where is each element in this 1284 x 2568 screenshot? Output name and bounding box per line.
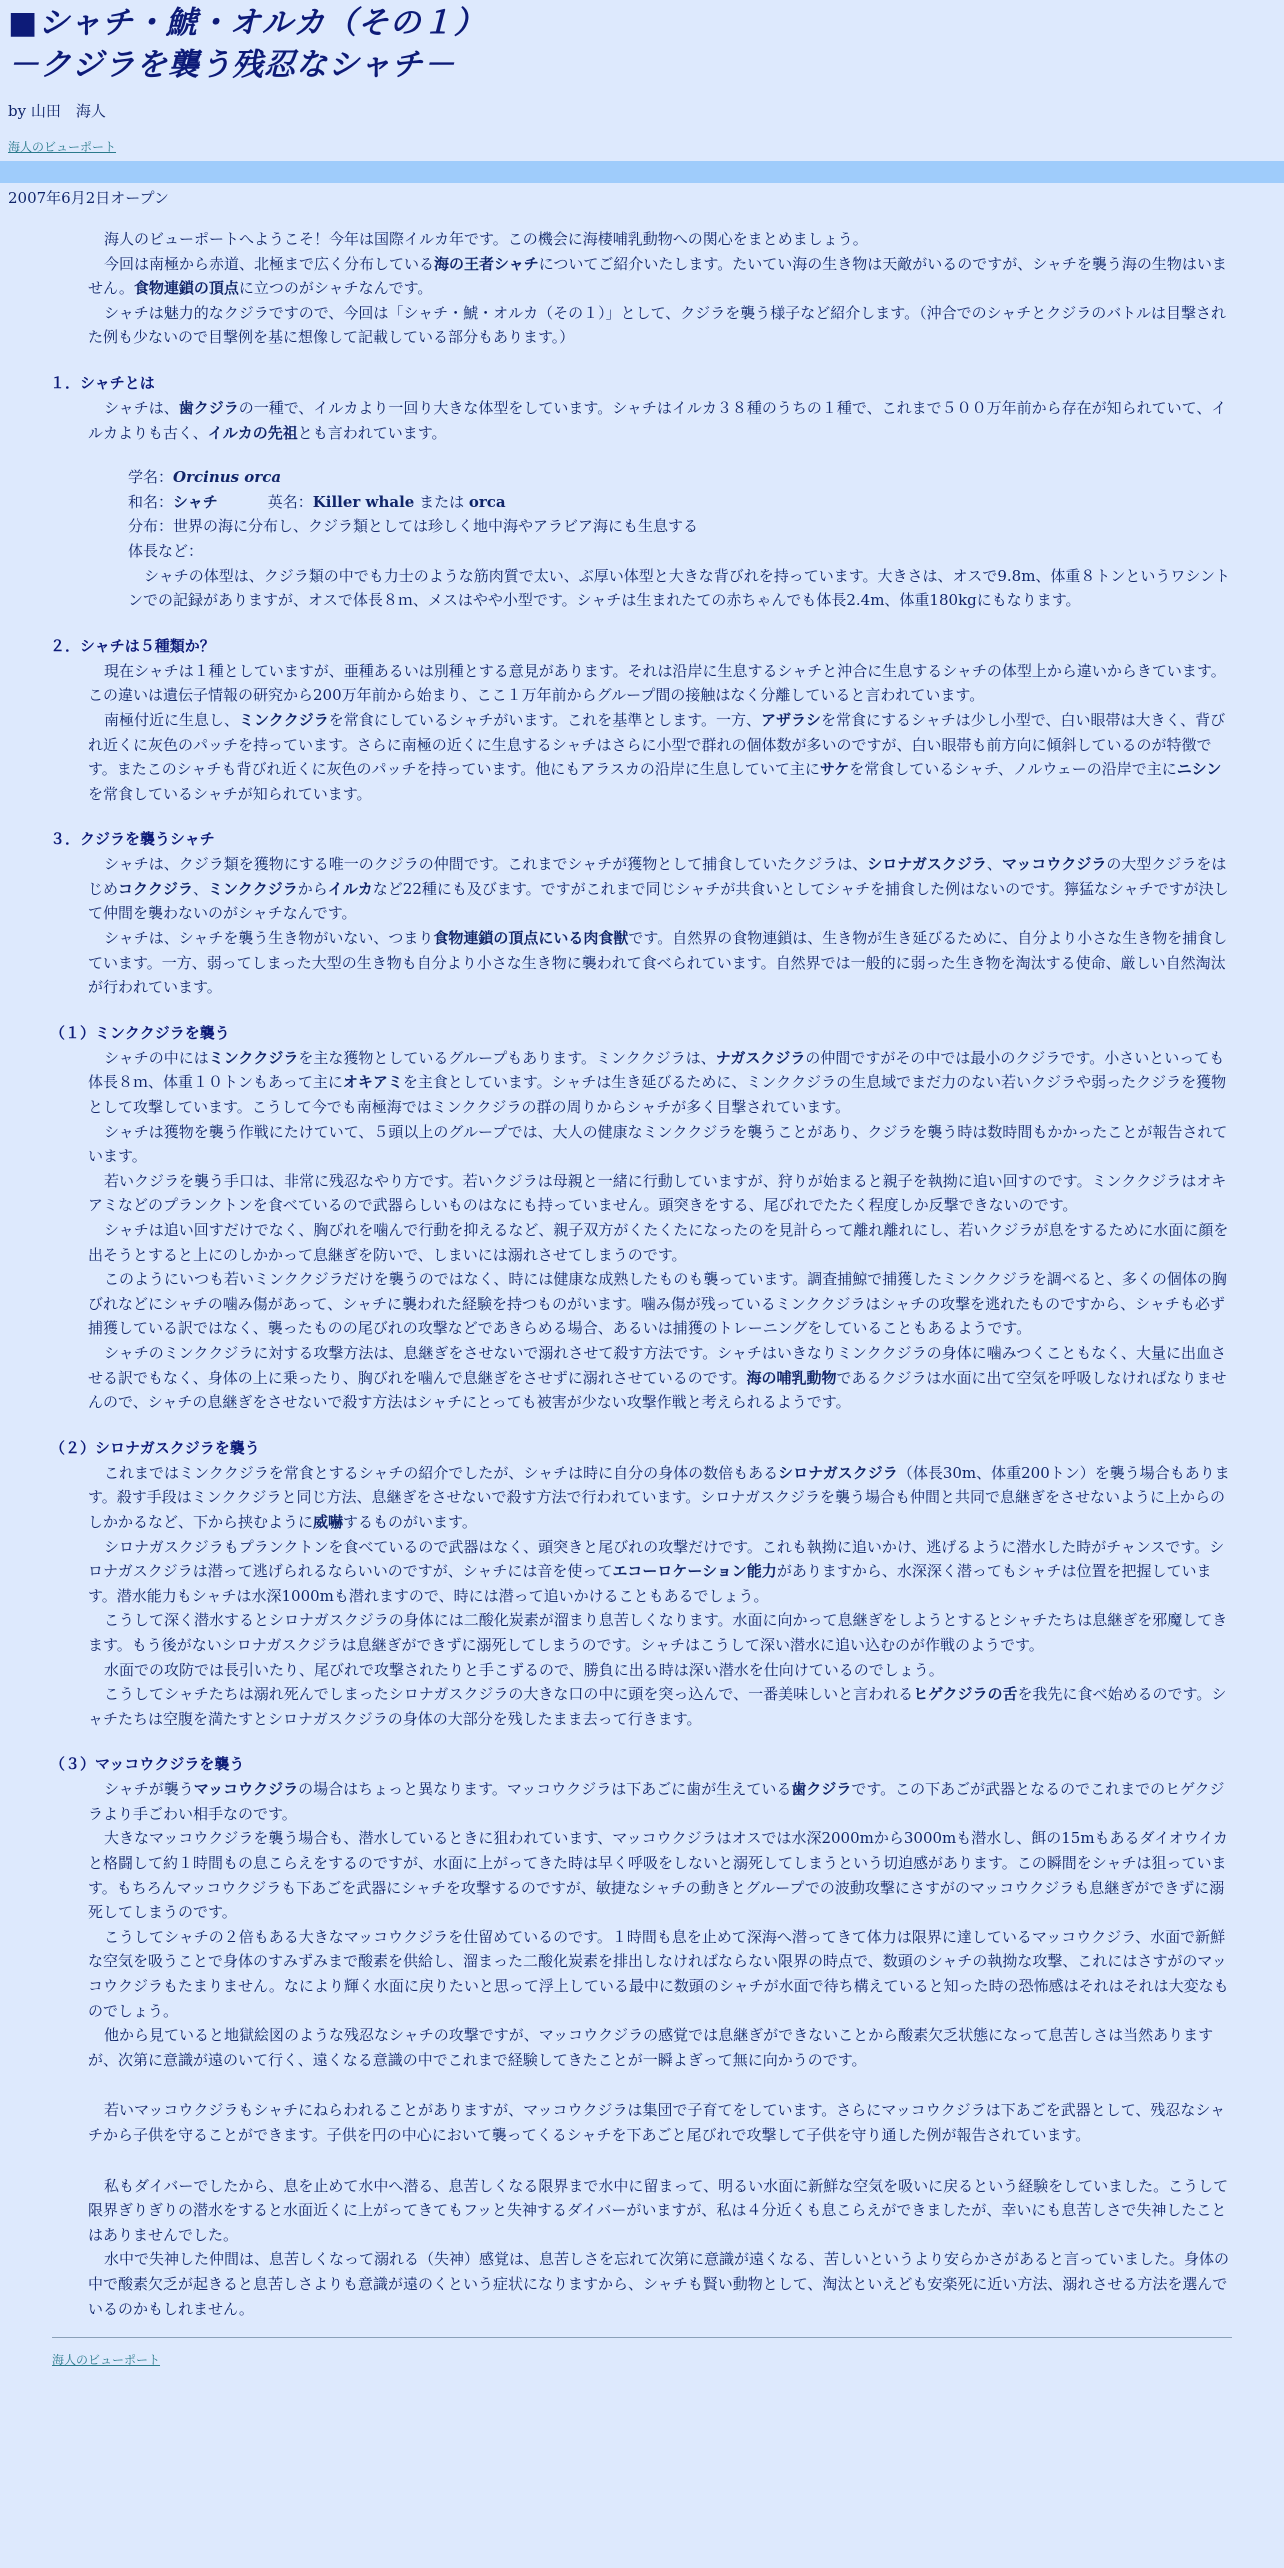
paragraph	[88, 1218, 1232, 1267]
text-run: シャチは獲物を襲う作戦にたけていて、５頭以上のグループでは、大人の健康なミンククジラを襲うことがあり、クジラを襲う時は数時間もかかったことが報告されています。	[88, 1122, 1228, 1166]
text-run: を主な獲物としているグループもあります。ミンククジラは、	[298, 1048, 716, 1067]
paragraph	[88, 1341, 1232, 1415]
paragraph	[88, 301, 1236, 350]
text-run: するものがいます。	[343, 1512, 477, 1531]
paragraph	[88, 2247, 1232, 2321]
text-run: シャチは、クジラ類を獲物にする唯一のクジラの仲間です。これまでシャチが獲物として捕食していたクジラは、	[104, 855, 868, 874]
paragraph	[88, 396, 1232, 445]
text-run: これまではミンククジラを常食とするシャチの紹介でしたが、シャチは時に自分の身体の数倍もある	[104, 1463, 779, 1482]
paragraph	[88, 926, 1232, 1000]
paragraph	[88, 2023, 1232, 2072]
text-run: 他から見ていると地獄絵図のような残忍なシャチの攻撃ですが、マッコウクジラの感覚では息継ぎができないことから酸素欠乏状態になって息苦しさは当然ありますが、次第に意識が遠のいて行く、遠くなる意識の中でこれまで経験してきたことが一瞬よぎって無に向かうのです。	[88, 2026, 1214, 2069]
text-run: です。この下あごが武器となるのでこれまでのヒゲクジラより手ごわい相手なのです。	[88, 1780, 1225, 1823]
text-run: を常食しているシャチ、ノルウェーの沿岸で主に	[849, 760, 1177, 779]
text-run: 今回は南極から赤道、北極まで広く分布している	[104, 254, 435, 273]
paragraph	[88, 1120, 1232, 1169]
paragraph	[88, 1267, 1232, 1341]
text-run: を主食としています。シャチは生き延びるために、ミンククジラの生息域でまだ力のない若いクジラや弱ったクジラを獲物として攻撃しています。こうして今でも南極海ではミンククジラの群の周りからシャチが多く目撃されています。	[88, 1073, 1227, 1117]
emphasized-term: ニシン	[1176, 760, 1222, 779]
paragraph	[88, 2098, 1232, 2147]
emphasized-term: シロナガスクジラ	[867, 855, 987, 874]
subsection-sperm-whale-heading: （３）マッコウクジラを襲う	[50, 1755, 245, 1774]
text-run: に立つのがシャチなんです。	[238, 279, 433, 298]
text-run: 大きなマッコウクジラを襲う場合も、潜水しているときに狙われています、マッコウクジラはオスでは水深2000mから3000mも潜水し、餌の15mもあるダイオウイカと格闘して約１時間もの息こらえをするのですが、水面に上がってきた時は早く呼吸をしないと溺死してしまうという切迫感があります。この瞬間をシャチは狙っています。もちろんマッコウクジラも下あごを武器にシャチを攻撃するのですが、敏捷なシャチの動きとグループでの波動攻撃にさすがのマッコウクジラも息継ぎができずに溺死してしまうのです。	[88, 1829, 1228, 1922]
text-run: シロナガスクジラもプランクトンを食べているので武器はなく、頭突きと尾びれの攻撃だけです。これも執拗に追いかけ、逃げるように潜水した時がチャンスです。シロナガスクジラは潜って逃げられるならいいのですが、シャチには音を使って	[88, 1537, 1225, 1581]
paragraph	[88, 659, 1232, 708]
paragraph	[88, 1608, 1232, 1657]
page-title	[8, 0, 1276, 86]
paragraph	[88, 1461, 1232, 1535]
paragraph	[88, 227, 1236, 252]
emphasized-term: マッコウクジラ	[1001, 855, 1107, 874]
text-run: です。自然界の食物連鎖は、生き物が生き延びるために、自分より小さな生き物を捕食しています。一方、弱ってしまった大型の生き物も自分より小さな生き物に襲われて食べられています。自然界では一般的に弱った生き物を淘汰する使命、厳しい自然淘汰が行われています。	[88, 929, 1228, 997]
text-run: シャチは追い回すだけでなく、胸びれを噛んで行動を抑えるなど、親子双方がくたくたになったのを見計らって離れ離れにし、若いクジラが息をするために水面に顔を出そうとすると上にのしかかって息継ぎを防いで、しまいには溺れさせてしまうのです。	[88, 1221, 1229, 1264]
footer	[52, 2350, 1276, 2368]
text-run: を我先に食べ始めるのです。シャチたちは空腹を満たすとシロナガスクジラの身体の大部分を残したまま去って行きます。	[88, 1685, 1227, 1728]
english-name-value-1: Killer whale	[312, 492, 415, 511]
emphasized-term: シロナガスクジラ	[778, 1463, 898, 1482]
text-run: 水中で失神した仲間は、息苦しくなって溺れる（失神）感覚は、息苦しさを忘れて次第に意識が遠くなる、苦しいというより安らかさがあると言っていました。身体の中で酸素欠乏が起きると息苦しさよりも意識が遠のくという症状になりますから、シャチも賢い動物として、淘汰といえども安楽死に近い方法、溺れさせる方法を選んでいるのかもしれません。	[88, 2250, 1230, 2318]
emphasized-term: 海の王者シャチ	[434, 254, 539, 273]
fact-scientific-name: 学名：Orcinus orca	[128, 468, 282, 487]
text-run: （体長30m、体重200トン）を襲う場合もあります。殺す手段はミンククジラと同じ方法、息継ぎをさせないで殺す方法で行われています。シロナガスクジラを襲う場合も仲間と共同で息継ぎをさせないように上からのしかかるなど、下から挟むように	[88, 1463, 1230, 1531]
text-run: など22種にも及びます。ですがこれまで同じシャチが共食いとしてシャチを捕食した例はないのです。獰猛なシャチですが決して仲間を襲わないのがシャチなんです。	[88, 879, 1229, 923]
emphasized-term: 海の哺乳動物	[746, 1368, 837, 1387]
fact-distribution: 分布：世界の海に分布し、クジラ類としては珍しく地中海やアラビア海にも生息する	[128, 517, 699, 536]
text-run: であるクジラは水面に出て空気を呼吸しなければなりませんので、シャチの息継ぎをさせないで殺す方法はシャチにとっても被害が少ない攻撃作戦と考えられるようです。	[88, 1368, 1227, 1412]
paragraph	[88, 1682, 1232, 1731]
section-1-body	[88, 396, 1232, 445]
paragraph	[88, 708, 1232, 806]
subsection-minke	[8, 1022, 1276, 1415]
text-run: シャチの中には	[104, 1048, 209, 1067]
emphasized-term: イルカ	[327, 879, 373, 898]
emphasized-term: ミンククジラ	[208, 1048, 299, 1067]
section-2	[8, 635, 1276, 807]
text-run: 現在シャチは１種としていますが、亜種あるいは別種とする意見があります。それは沿岸に生息するシャチと沖合に生息するシャチの体型上から違いからきています。 この違いは遺伝子情報の研究から200万年前から始まり、ここ１万年前からグループ間の接触はなく分離していると言われています。	[88, 661, 1226, 705]
subsection-sperm-whale	[8, 1753, 1276, 2321]
text-run: を常食にしているシャチがいます。これを基準とします。一方、	[328, 710, 762, 729]
paragraph	[88, 1046, 1232, 1120]
emphasized-term: 食物連鎖の頂点	[133, 279, 239, 298]
subsection-sperm-whale-body	[88, 1777, 1232, 2321]
text-run: このようにいつも若いミンククジラだけを襲うのではなく、時には健康な成熟したものも襲っています。調査捕鯨で捕獲したミンククジラを調べると、多くの個体の胸びれなどにシャチの噛み傷があって、シャチに襲われた経験を持つものがいます。噛み傷が残っているミンククジラはシャチの攻撃を逃れたものですから、シャチも必ず捕獲している訳ではなく、襲ったものの尾びれの攻撃などであきらめる場合、あるいは捕獲のトレーニングをしていることもあるようです。	[88, 1270, 1227, 1338]
japanese-name-value: シャチ	[173, 492, 218, 511]
emphasized-term: サケ	[819, 760, 850, 779]
title-line-2: －クジラを襲う残忍なシャチ－	[8, 47, 456, 83]
paragraph-spacer	[88, 2148, 1232, 2174]
emphasized-term: エコーロケーション能力	[612, 1562, 777, 1581]
paragraph	[88, 1925, 1232, 2023]
title-line-1: ■シャチ・鯱・オルカ（その１）	[8, 5, 486, 41]
fact-body-description: シャチの体型は、クジラ類の中でも力士のような筋肉質で太い、ぶ厚い体型と大きな背びれを持っています。大きさは、オスで9.8m、体重８トンというワシントンでの記録がありますが、オスで体長８ｍ、メスはやや小型です。シャチは生まれたての赤ちゃんでも体長2.4m、体重180kgにもなります。	[128, 566, 1231, 610]
text-run: 私もダイバーでしたから、息を止めて水中へ潜る、息苦しくなる限界まで水中に留まって、明るい水面に新鮮な空気を吸いに戻るという経験をしていました。こうして限界ぎりぎりの潜水をすると水面近くに上がってきてもフッと失神するダイバーがいますが、私は４分近くも息こらえができましたが、幸いにも息苦しさで失神したことはありませんでした。	[88, 2176, 1229, 2244]
paragraph	[88, 2174, 1232, 2248]
orca-facts	[128, 465, 1232, 613]
emphasized-term: コククジラ	[118, 879, 194, 898]
fact-body-label: 体長など：	[128, 541, 204, 560]
subsection-blue-whale	[8, 1437, 1276, 1732]
paragraph	[88, 1169, 1232, 1218]
emphasized-term: ミンククジラ	[208, 879, 298, 898]
text-run: こうしてシャチの２倍もある大きなマッコウクジラを仕留めているのです。１時間も息を止めて深海へ潜ってきて体力は限界に達しているマッコウクジラ、水面で新鮮な空気を吸うことで身体のすみずみまで酸素を供給し、溜まった二酸化炭素を排出しなければならない限界の時点で、数頭のシャチの執拗な攻撃、これにはさすがのマッコウクジラもたまりません。なにより輝く水面に戻りたいと思って浮上している最中に数頭のシャチが水面で待ち構えていると知った時の恐怖感はそれはそれは大変なものでしょう。	[88, 1927, 1229, 2020]
emphasized-term: ミンククジラ	[239, 710, 329, 729]
english-name-value-2: orca	[468, 492, 506, 511]
text-run: シャチが襲う	[104, 1780, 194, 1799]
section-2-body	[88, 659, 1232, 807]
text-run: の大型クジラをはじめ	[88, 855, 1227, 898]
fact-names: 和名：シャチ 英名：Killer whale または orca	[128, 492, 506, 511]
subsection-minke-body	[88, 1046, 1232, 1415]
scientific-name-value: Orcinus orca	[173, 468, 282, 487]
paragraph-spacer	[88, 2072, 1232, 2098]
section-3-heading: ３．クジラを襲うシャチ	[50, 830, 215, 849]
author-byline: by 山田 海人	[8, 102, 106, 120]
subsection-minke-heading: （１）ミンククジラを襲う	[50, 1023, 230, 1042]
subsection-blue-whale-body	[88, 1461, 1232, 1732]
emphasized-term: マッコウクジラ	[193, 1780, 299, 1799]
text-run: がありますから、水深深く潜ってもシャチは位置を把握しています。潜水能力もシャチは水深1000mも潜れますので、時には潜って追いかけることもあるでしょう。	[88, 1562, 1212, 1605]
paragraph	[88, 1535, 1232, 1609]
section-1	[8, 372, 1276, 613]
emphasized-term: 威嚇	[313, 1512, 344, 1531]
emphasized-term: イルカの先祖	[207, 423, 298, 442]
text-run: 海人のビューポートへようこそ！今年は国際イルカ年です。この機会に海棲哺乳動物への関心をまとめましょう。	[104, 230, 868, 248]
paragraph	[88, 1658, 1232, 1683]
text-run: 、	[193, 879, 209, 898]
subsection-blue-whale-heading: （２）シロナガスクジラを襲う	[50, 1438, 260, 1457]
emphasized-term: ナガスクジラ	[715, 1048, 806, 1067]
text-run: から	[297, 879, 328, 898]
paragraph	[88, 1777, 1232, 1826]
emphasized-term: オキアミ	[342, 1073, 403, 1092]
emphasized-term: 歯クジラ	[178, 398, 239, 417]
open-date: 2007年6月2日オープン	[8, 189, 169, 207]
text-run: 水面での攻防では長引いたり、尾びれで攻撃されたりと手こずるので、勝負に出る時は深い潜水を仕向けているのでしょう。	[104, 1660, 944, 1679]
text-run: とも言われています。	[297, 423, 447, 442]
text-run: シャチは、シャチを襲う生き物がいない、つまり	[104, 929, 434, 948]
intro-section	[88, 227, 1236, 350]
paragraph	[88, 1826, 1232, 1924]
section-3-body	[88, 852, 1232, 1000]
paragraph	[88, 252, 1236, 301]
text-run: こうしてシャチたちは溺れ死んでしまったシロナガスクジラの大きな口の中に頭を突っ込んで、一番美味しいと言われる	[104, 1685, 914, 1704]
text-run: を常食にするシャチは少し小型で、白い眼帯は大きく、背びれ近くに灰色のパッチを持っています。さらに南極の近くに生息するシャチはさらに小型で群れの個体数が多いのですが、白い眼帯も前方向に傾斜しているのが特徴です。またこのシャチも背びれ近くに灰色のパッチを持っています。他にもアラスカの沿岸に生息していて主に	[88, 710, 1226, 779]
home-link[interactable]: 海人のビューポート	[8, 140, 117, 154]
paragraph	[88, 852, 1232, 926]
text-run: こうして深く潜水するとシロナガスクジラの身体には二酸化炭素が溜まり息苦しくなります。水面に向かって息継ぎをしようとするとシャチたちは息継ぎを邪魔してきます。もう後がないシロナガスクジラは息継ぎができずに溺死してしまうのです。シャチはこうして深い潜水に追い込むのが作戦のようです。	[88, 1611, 1228, 1654]
text-run: 南極付近に生息し、	[104, 710, 240, 729]
footer-home-link[interactable]: 海人のビューポート	[52, 2353, 161, 2368]
text-run: を常食しているシャチが知られています。	[88, 784, 372, 803]
text-run: シャチのミンククジラに対する攻撃方法は、息継ぎをさせないで溺れさせて殺す方法です。シャチはいきなりミンククジラの身体に噛みつくこともなく、大量に出血させる訳でもなく、身体の上に乗ったり、胸びれを噛んで息継ぎをさせずに溺れさせているのです。	[88, 1343, 1227, 1387]
section-2-heading: ２．シャチは５種類か？	[50, 636, 215, 655]
text-run: 若いマッコウクジラもシャチにねらわれることがありますが、マッコウクジラは集団で子育てをしています。さらにマッコウクジラは下あごを武器として、残忍なシャチから子供を守ることができます。子供を円の中心において襲ってくるシャチを下あごと尾びれで攻撃して子供を守り通した例が報告されています。	[88, 2101, 1226, 2144]
text-run: の仲間ですがその中では最小のクジラです。小さいといっても体長８ｍ、体重１０トンもあって主に	[88, 1048, 1225, 1092]
text-run: シャチは、	[104, 398, 179, 417]
emphasized-term: アザラシ	[761, 710, 822, 729]
emphasized-term: ヒゲクジラの舌	[913, 1685, 1018, 1704]
text-run: 、	[986, 855, 1002, 874]
footer-divider	[52, 2337, 1232, 2338]
text-run: 若いクジラを襲う手口は、非常に残忍なやり方です。若いクジラは母親と一緒に行動していますが、狩りが始まると親子を執拗に追い回すのです。ミンククジラはオキアミなどのプランクトンを食べているので武器らしいものはなにも持っていません。頭突きをする、尾びれでたたく程度しか反撃できないのです。	[88, 1171, 1227, 1215]
text-run: シャチは魅力的なクジラですので、今回は「シャチ・鯱・オルカ（その１）」として、クジラを襲う様子など紹介します。（沖合でのシャチとクジラのバトルは目撃された例も少ないので目撃例を基に想像して記載している部分もあります。）	[88, 303, 1227, 347]
text-run: の場合はちょっと異なります。マッコウクジラは下あごに歯が生えている	[298, 1780, 792, 1799]
emphasized-term: 歯クジラ	[791, 1780, 852, 1799]
text-run: の一種で、イルカより一回り大きな体型をしています。シャチはイルカ３８種のうちの１種で、これまで５００万年前から存在が知られていて、イルカよりも古く、	[88, 398, 1227, 442]
header-divider-bar	[0, 161, 1284, 183]
section-3	[8, 828, 1276, 1000]
emphasized-term: 食物連鎖の頂点にいる肉食獣	[433, 929, 629, 948]
section-1-heading: １．シャチとは	[50, 373, 155, 392]
text-run: についてご紹介いたします。たいてい海の生き物は天敵がいるのですが、シャチを襲う海の生物はいません。	[88, 254, 1227, 298]
